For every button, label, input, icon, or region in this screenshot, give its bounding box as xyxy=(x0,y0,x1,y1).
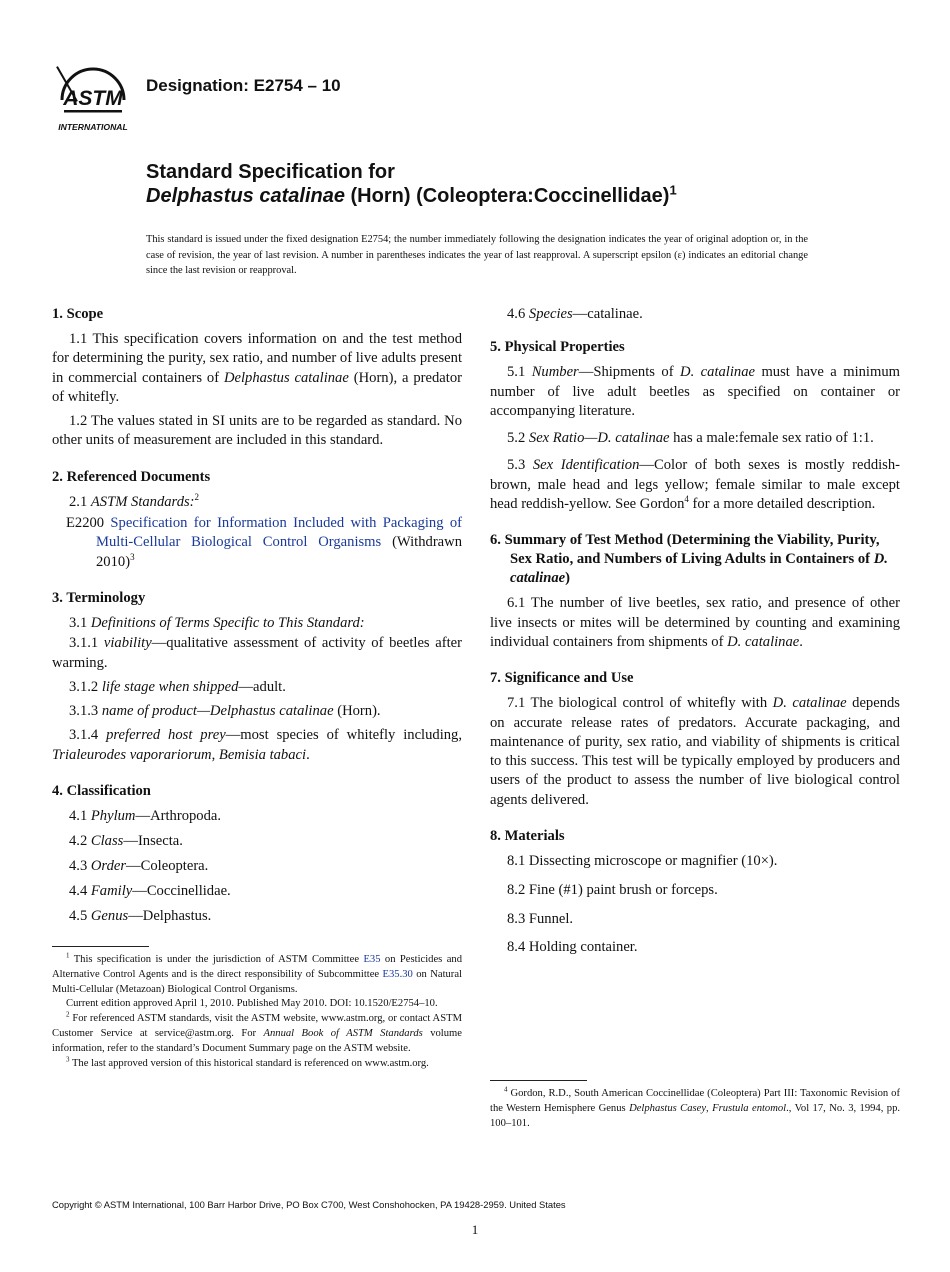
footnote-1: $^1$ This specification is under the jurisdiction of ASTM Committee E35 on Pesticides and Alternative Control Agents and is the direct responsibility of Subcommittee E35.30 on Natural Multi-Cellular (Metazoan) Biological Control Organisms. xyxy=(52,951,462,995)
section-heading: 5. Physical Properties xyxy=(490,339,625,356)
footnotes-left xyxy=(52,946,462,1071)
paragraph: 5.3 Sex Identification—Color of both sexes is mostly reddish-brown, male head and legs yellow; female similar to male except head reddish-yellow. See Gordon$^4$ for a more detailed description. xyxy=(490,457,901,513)
materials-item: 8.1 Dissecting microscope or magnifier (10×). xyxy=(507,853,778,870)
section-heading: 1. Scope xyxy=(52,306,104,322)
footnote-rule xyxy=(52,946,149,947)
classification-item: 4.4 Family—Coccinellidae. xyxy=(69,882,231,899)
classification-item: 4.2 Class—Insecta. xyxy=(69,832,183,849)
paragraph: 3.1.1 viability—qualitative assessment of activity of beetles after warming. xyxy=(52,635,463,671)
section-summary-of-test-method xyxy=(490,531,900,652)
section-classification xyxy=(52,782,462,926)
materials-item: 8.3 Funnel. xyxy=(507,910,574,927)
materials-item: 8.2 Fine (#1) paint brush or forceps. xyxy=(507,881,718,898)
logo-text: ASTM xyxy=(63,87,123,110)
designation: Designation: E2754 – 10 xyxy=(146,76,341,95)
footnote-2: $^2$ For referenced ASTM standards, visit the ASTM website, www.astm.org, or contact ASTM Customer Service at service@astm.org. For Annual Book of ASTM Standards volume information, refer to the standard’s Document Summary page on the ASTM website. xyxy=(52,1010,462,1054)
section-heading: 8. Materials xyxy=(490,828,565,845)
committee-link[interactable]: E35 xyxy=(363,954,381,965)
materials-item: 8.4 Holding container. xyxy=(507,939,638,956)
paragraph: 3.1 Definitions of Terms Specific to This Standard: xyxy=(69,614,365,631)
classification-item: 4.6 Species—catalinae. xyxy=(507,306,643,322)
footnotes-right xyxy=(490,1080,900,1131)
standard-notice: This standard is issued under the fixed designation E2754; the number immediately following the designation indicates the year of original adoption or, in the case of revision, the year of last revision. A number in parentheses indicates the year of last reapproval. A superscript epsilon (ε) indicates an editorial change since the last revision or reapproval. xyxy=(146,234,808,276)
section-heading: 4. Classification xyxy=(52,783,151,800)
paragraph: 2.1 ASTM Standards:$^2$ xyxy=(69,491,200,510)
section-physical-properties xyxy=(490,338,900,514)
copyright: Copyright © ASTM International, 100 Barr Harbor Drive, PO Box C700, West Conshohocken, PA 19428-2959. United States xyxy=(52,1199,566,1210)
paragraph: 5.2 Sex Ratio—D. catalinae has a male:female sex ratio of 1:1. xyxy=(507,430,874,447)
paragraph: 1.2 The values stated in SI units are to be regarded as standard. No other units of measurement are included in this standard. xyxy=(52,413,462,449)
paragraph: 5.1 Number—Shipments of D. catalinae must have a minimum number of live adult beetles as specified on container or accompanying literature. xyxy=(490,364,900,419)
section-materials xyxy=(490,827,900,958)
section-scope xyxy=(52,305,462,451)
section-significance-and-use xyxy=(490,669,900,810)
section-referenced-documents xyxy=(52,468,462,572)
classification-item: 4.1 Phylum—Arthropoda. xyxy=(69,808,222,825)
paragraph: 6.1 The number of live beetles, sex ratio, and presence of other live insects or mites will be determined by counting and examining individual containers from shipments of D. catalinae. xyxy=(490,595,900,650)
page-number: 1 xyxy=(471,1222,479,1237)
section-heading: 3. Terminology xyxy=(52,589,146,606)
reference-entry: E2200 Specification for Information Included with Packaging of Multi-Cellular Biological Control Organisms (Withdrawn 2010)$^3$ xyxy=(66,515,462,570)
footnote-rule xyxy=(490,1080,587,1081)
section-heading: 6. Summary of Test Method (Determining the Viability, Purity, Sex Ratio, and Numbers of Living Adults in Containers of D. catalinae) xyxy=(490,532,888,587)
section-heading: 7. Significance and Use xyxy=(490,670,634,687)
reference-link[interactable]: Specification for Information Included with Packaging of Multi-Cellular Biological Control Organisms xyxy=(96,515,462,551)
section-classification-continued xyxy=(490,305,900,324)
footnote-edition: Current edition approved April 1, 2010. Published May 2010. DOI: 10.1520/E2754–10. xyxy=(66,998,438,1010)
paragraph: 7.1 The biological control of whitefly with D. catalinae depends on accurate release rates of predators. Accurate packaging, and maintenance of purity, sex ratio, and viability of shipments is critical to this success. This test will be typically employed by producers and users of the product to assess the number of live biological control agents delivered. xyxy=(490,695,900,808)
astm-logo xyxy=(52,56,134,134)
document-title xyxy=(146,160,677,208)
title-line-1: Standard Specification for xyxy=(146,161,395,183)
right-column xyxy=(490,305,900,975)
footnote-3: $^3$ The last approved version of this historical standard is referenced on www.astm.org. xyxy=(66,1055,429,1069)
paragraph: 3.1.4 preferred host prey—most species of whitefly including, Trialeurodes vaporariorum, Bemisia tabaci. xyxy=(52,727,463,763)
classification-item: 4.5 Genus—Delphastus. xyxy=(69,907,212,924)
section-terminology xyxy=(52,589,462,765)
section-heading: 2. Referenced Documents xyxy=(52,468,211,485)
title-line-2: Delphastus catalinae (Horn) (Coleoptera:Coccinellidae)$^1$ xyxy=(146,182,677,207)
logo-subtext: INTERNATIONAL xyxy=(58,122,128,132)
subcommittee-link[interactable]: E35.30 xyxy=(382,968,413,980)
footnote-4: $^4$ Gordon, R.D., South American Coccinellidae (Coleoptera) Part III: Taxonomic Revision of the Western Hemisphere Genus Delphastus Casey, Frustula entomol., Vol 17, No. 3, 1994, pp. 100–101. xyxy=(490,1085,901,1129)
paragraph: 3.1.3 name of product—Delphastus catalinae (Horn). xyxy=(69,703,381,720)
paragraph: 3.1.2 life stage when shipped—adult. xyxy=(69,678,286,695)
left-column xyxy=(52,305,462,943)
paragraph: 1.1 This specification covers information on and the test method for determining the purity, sex ratio, and number of live adults present in commercial containers of Delphastus catalinae (Horn), a predator of whitefly. xyxy=(52,331,462,405)
classification-item: 4.3 Order—Coleoptera. xyxy=(69,857,209,874)
